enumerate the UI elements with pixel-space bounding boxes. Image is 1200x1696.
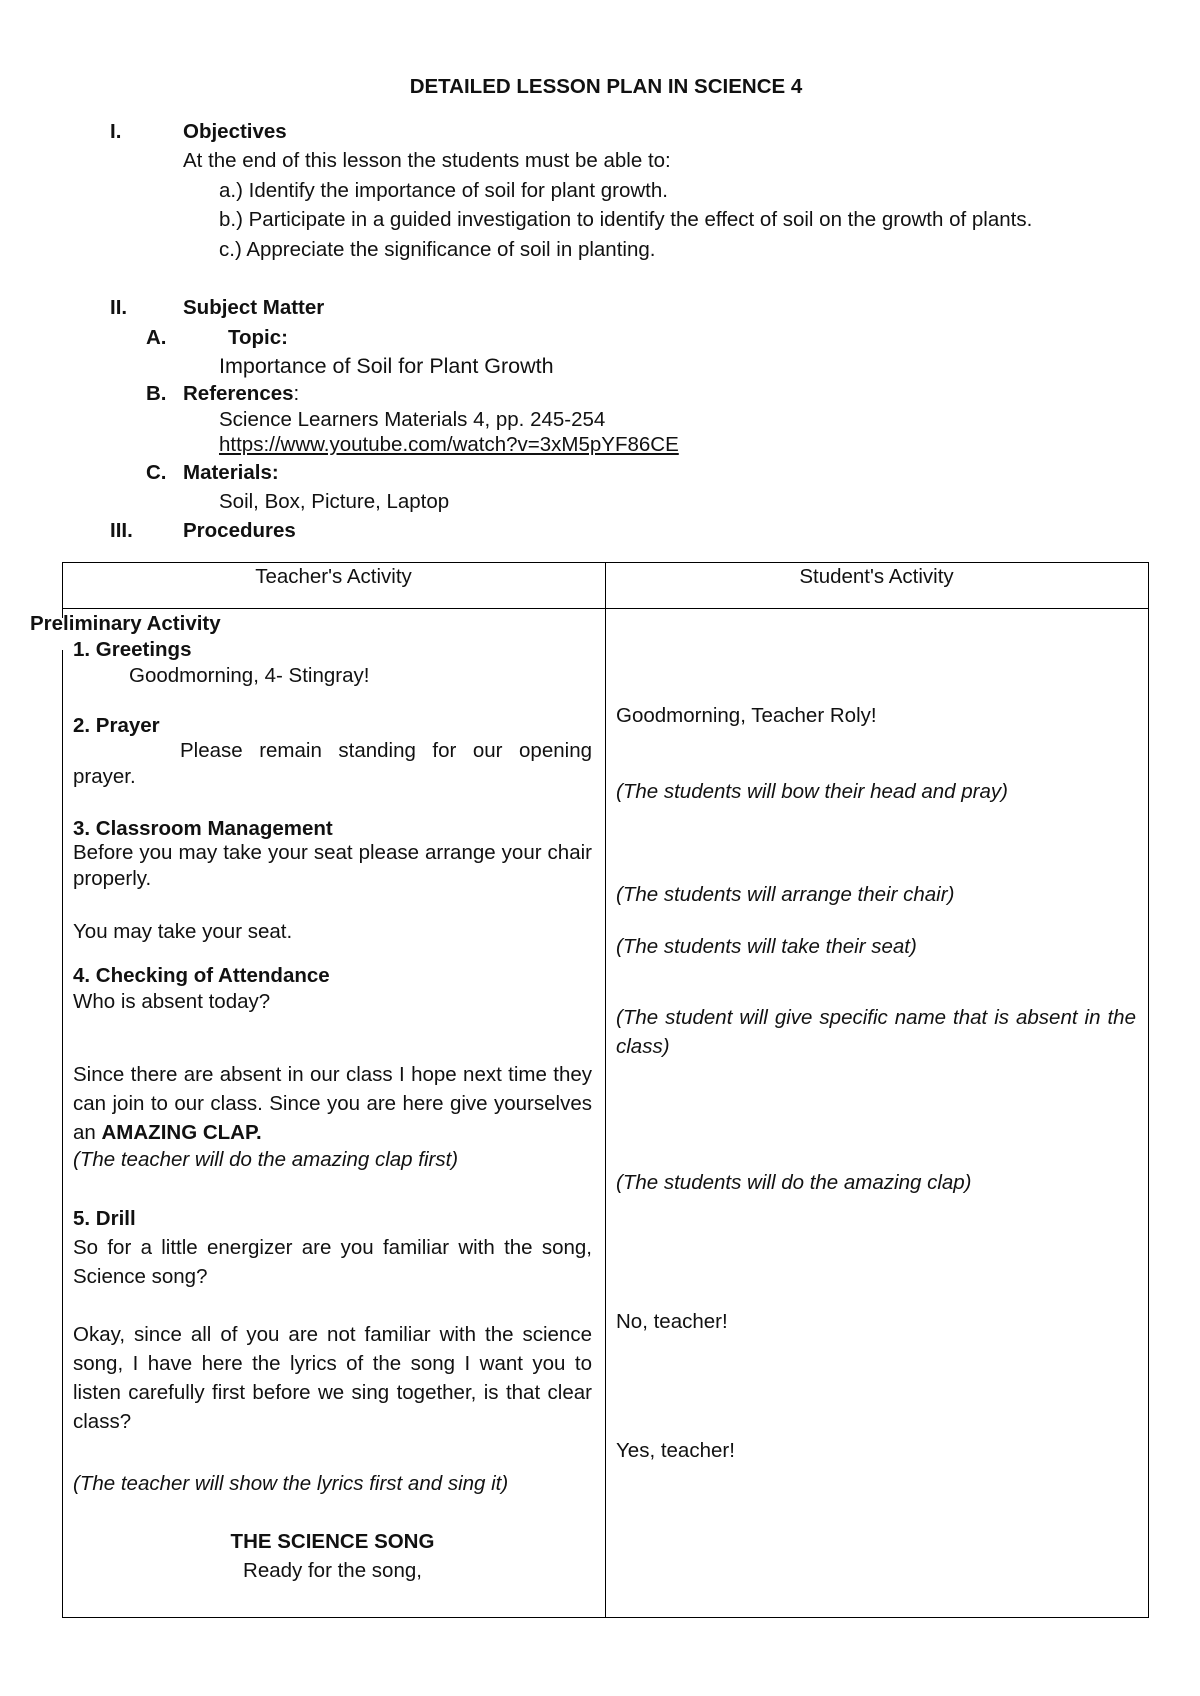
student-arrange: (The students will arrange their chair) <box>616 883 955 906</box>
student-pray: (The students will bow their head and pray) <box>616 780 1008 803</box>
procedures-heading: Procedures <box>183 519 296 542</box>
objectives-intro: At the end of this lesson the students must be able to: <box>183 149 671 172</box>
attendance-heading: 4. Checking of Attendance <box>73 964 330 987</box>
references-label-wrap <box>183 384 299 405</box>
prayer-heading: 2. Prayer <box>73 714 160 737</box>
student-yes: Yes, teacher! <box>616 1439 735 1462</box>
student-greeting: Goodmorning, Teacher Roly! <box>616 704 877 727</box>
objective-item: a.) Identify the importance of soil for plant growth. <box>219 179 668 202</box>
seat-text: You may take your seat. <box>73 920 293 943</box>
reference-book: Science Learners Materials 4, pp. 245-254 <box>219 408 606 431</box>
greetings-heading: 1. Greetings <box>73 638 192 661</box>
prayer-text: Please remain standing for our opening prayer. <box>73 739 592 788</box>
column-header-teacher: Teacher's Activity <box>255 565 412 588</box>
student-no: No, teacher! <box>616 1310 728 1333</box>
lyrics-note: (The teacher will show the lyrics first and sing it) <box>73 1472 509 1495</box>
topic-letter: A. <box>146 326 167 349</box>
reference-link[interactable]: https://www.youtube.com/watch?v=3xM5pYF86CE <box>219 433 679 456</box>
clap-note: (The teacher will do the amazing clap first) <box>73 1148 459 1171</box>
materials-value: Soil, Box, Picture, Laptop <box>219 490 450 513</box>
drill-text: So for a little energizer are you familiar with the song, Science song? <box>73 1236 592 1288</box>
absent-text: Since there are absent in our class I hope next time they can join to our class. Since you are here give yourselves an <box>73 1063 592 1144</box>
table-border-right <box>1148 562 1149 1618</box>
greetings-text: Goodmorning, 4- Stingray! <box>129 664 370 687</box>
student-absent: (The student will give specific name that is absent in the class) <box>616 1006 1136 1058</box>
topic-value: Importance of Soil for Plant Growth <box>219 354 554 378</box>
song-line: Ready for the song, <box>243 1559 422 1582</box>
subject-heading: Subject Matter <box>183 296 325 319</box>
classroom-heading: 3. Classroom Management <box>73 817 333 840</box>
objectives-heading: Objectives <box>183 120 287 143</box>
objectives-numeral: I. <box>110 120 122 143</box>
preliminary-heading: Preliminary Activity <box>30 612 221 635</box>
drill-heading: 5. Drill <box>73 1207 136 1230</box>
table-border-left-lower <box>62 650 63 1618</box>
references-colon: : <box>293 382 300 405</box>
table-column-divider <box>605 562 606 1618</box>
song-title: THE SCIENCE SONG <box>230 1530 435 1553</box>
references-letter: B. <box>146 382 167 405</box>
objective-item: c.) Appreciate the significance of soil in planting. <box>219 238 656 261</box>
amazing-clap-text: AMAZING CLAP. <box>101 1121 262 1144</box>
references-label: References <box>183 382 294 405</box>
attendance-text: Who is absent today? <box>73 990 271 1013</box>
classroom-text: Before you may take your seat please arrange your chair properly. <box>73 841 592 890</box>
student-clap: (The students will do the amazing clap) <box>616 1171 972 1194</box>
objective-item: b.) Participate in a guided investigation to identify the effect of soil on the growth of plants. <box>219 208 1033 231</box>
materials-label: Materials: <box>183 461 279 484</box>
student-seat: (The students will take their seat) <box>616 935 917 958</box>
page-title: DETAILED LESSON PLAN IN SCIENCE 4 <box>409 75 803 98</box>
subject-numeral: II. <box>110 296 128 319</box>
materials-letter: C. <box>146 461 167 484</box>
column-header-student: Student's Activity <box>799 565 954 588</box>
topic-label: Topic: <box>228 326 288 349</box>
procedures-numeral: III. <box>110 519 133 542</box>
absent-paragraph <box>73 1060 592 1147</box>
okay-text: Okay, since all of you are not familiar with the science song, I have here the lyrics of the song I want you to listen carefully first before we sing together, is that clear class? <box>73 1323 592 1433</box>
